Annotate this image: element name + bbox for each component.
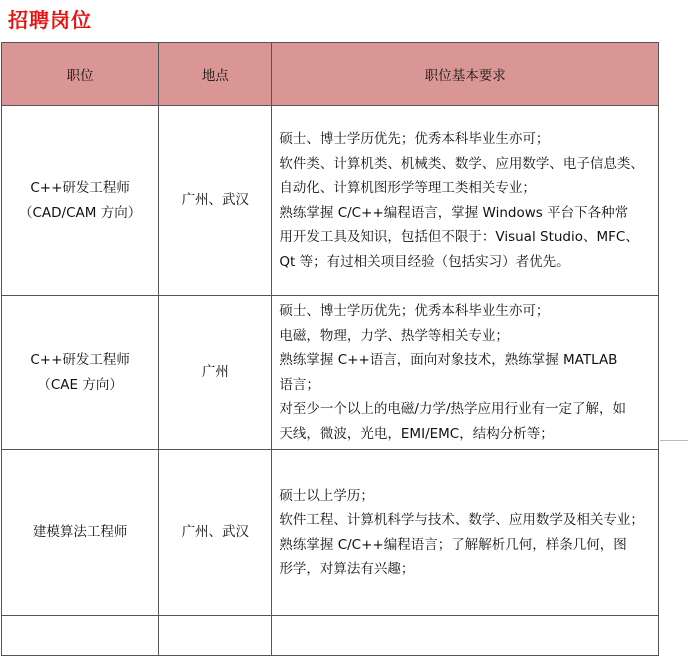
requirement-line: 电磁，物理，力学、热学等相关专业； xyxy=(279,327,509,344)
location-cell: 广州、武汉 xyxy=(159,106,272,296)
header-position: 职位 xyxy=(2,43,159,106)
requirement-line: 对至少一个以上的电磁/力学/热学应用行业有一定了解，如 xyxy=(279,401,627,417)
requirement-line: 硕士、博士学历优先；优秀本科毕业生亦可； xyxy=(279,303,550,319)
requirement-line: 用开发工具及知识，包括但不限于：Visual Studio、MFC、 xyxy=(279,229,639,245)
requirement-line: 形学，对算法有兴趣； xyxy=(279,561,415,577)
requirement-line: 熟练掌握 C++语言，面向对象技术，熟练掌握 MATLAB xyxy=(279,352,618,368)
position-line: C++研发工程师 xyxy=(30,179,130,196)
location-cell: 广州、武汉 xyxy=(159,450,272,616)
requirements-cell xyxy=(272,450,659,616)
header-location: 地点 xyxy=(159,43,272,106)
requirement-line: 软件工程、计算机科学与技术、数学、应用数学及相关专业； xyxy=(279,512,644,528)
requirements-cell xyxy=(272,616,659,656)
location-cell xyxy=(159,616,272,656)
requirements-cell xyxy=(272,106,659,296)
table-row xyxy=(2,450,659,616)
requirement-line: 硕士以上学历； xyxy=(279,487,374,504)
table-row xyxy=(2,296,659,450)
location-cell: 广州 xyxy=(159,296,272,450)
position-cell xyxy=(2,450,159,616)
table-row xyxy=(2,106,659,296)
position-line: （CAE 方向） xyxy=(37,376,123,393)
position-cell xyxy=(2,106,159,296)
requirement-line: 熟练掌握 C/C++编程语言；了解解析几何，样条几何，图 xyxy=(279,536,627,553)
requirement-line: 天线，微波，光电，EMI/EMC，结构分析等； xyxy=(279,425,554,442)
position-line: （CAD/CAM 方向） xyxy=(19,204,142,221)
requirement-line: 硕士、博士学历优先；优秀本科毕业生亦可； xyxy=(279,131,550,147)
requirement-line: 语言； xyxy=(279,376,320,393)
page-title: 招聘岗位 xyxy=(8,8,92,32)
position-cell xyxy=(2,296,159,450)
position-line: C++研发工程师 xyxy=(30,351,130,368)
page-edge-line xyxy=(660,440,688,441)
table-header-row xyxy=(2,43,659,106)
position-line: 建模算法工程师 xyxy=(32,524,128,540)
position-cell xyxy=(2,616,159,656)
requirement-line: 软件类、计算机类、机械类、数学、应用数学、电子信息类、 xyxy=(279,155,644,172)
table-row xyxy=(2,616,659,656)
requirement-line: 熟练掌握 C/C++编程语言，掌握 Windows 平台下各种常 xyxy=(279,204,629,221)
requirements-cell xyxy=(272,296,659,450)
header-requirements: 职位基本要求 xyxy=(272,43,659,106)
job-table xyxy=(1,42,659,656)
requirement-line: 自动化、计算机图形学等理工类相关专业； xyxy=(279,180,536,196)
requirement-line: Qt 等；有过相关项目经验（包括实习）者优先。 xyxy=(279,253,570,270)
